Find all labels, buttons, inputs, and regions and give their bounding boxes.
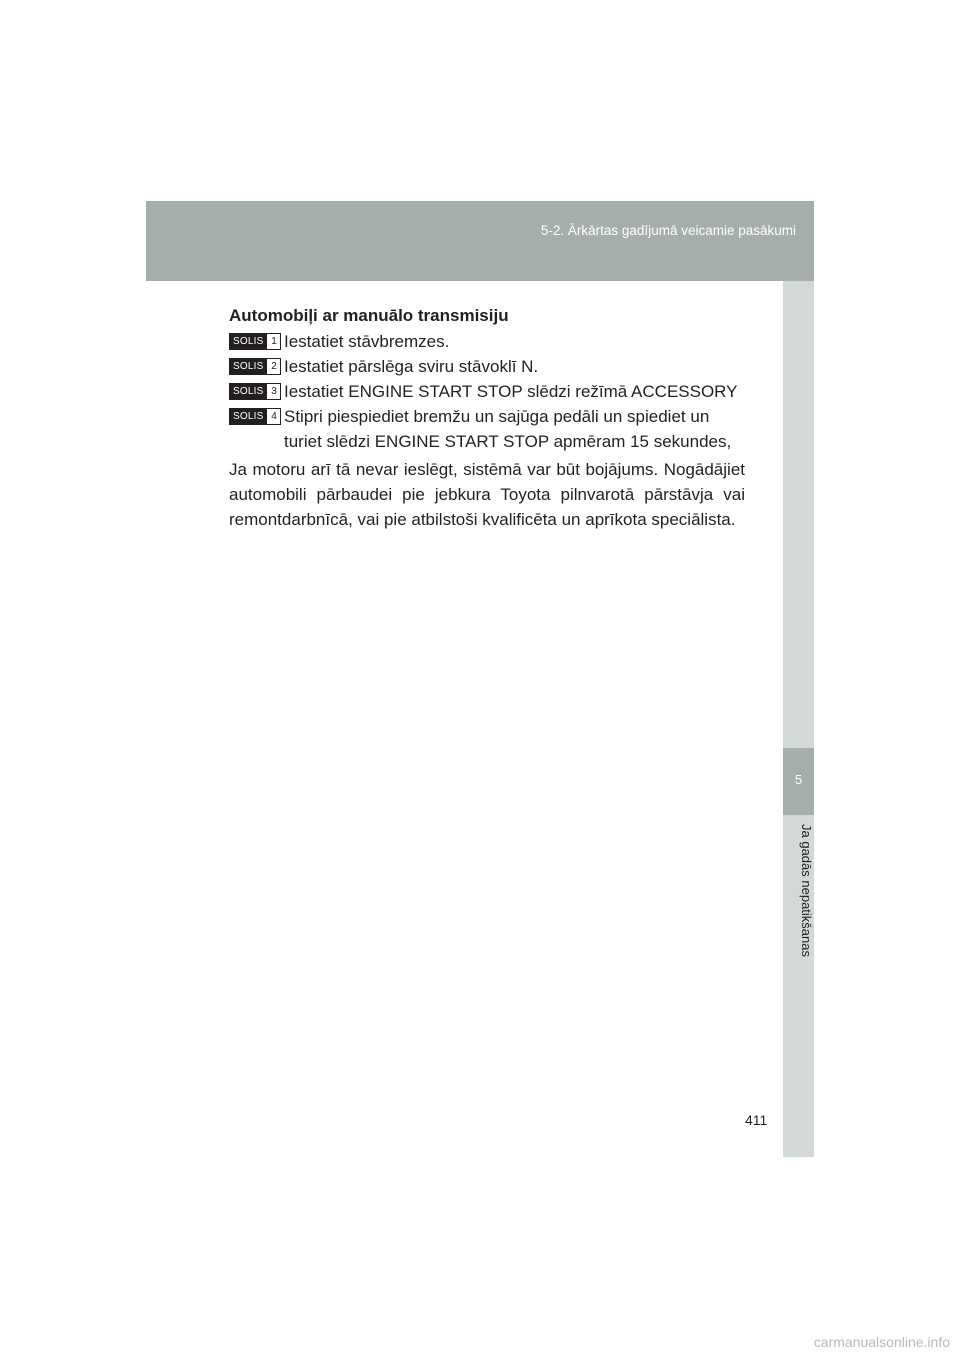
step-text: Stipri piespiediet bremžu un sajūga pedāli un spiediet un turiet slēdzi ENGINE START STOP apmēram 15 sekundes, (284, 407, 732, 451)
step-badge (229, 333, 281, 350)
chapter-number: 5 (794, 772, 803, 787)
body-paragraph: Ja motoru arī tā nevar ieslēgt, sistēmā var būt bojājums. Nogādājiet automobili pārbaudei pie jebkura Toyota pilnvarotā pārstāvja vai remontdarbnīcā, vai pie atbilstoši kvalificēta un aprīkota speciālista. (229, 460, 745, 529)
step-badge-number: 4 (266, 409, 280, 424)
step-badge (229, 408, 281, 425)
step-3 (229, 379, 745, 404)
page-number: 411 (745, 1112, 768, 1128)
step-badge-label: SOLIS (230, 384, 266, 399)
step-text: Iestatiet stāvbremzes. (284, 332, 450, 351)
page-header-band (146, 201, 814, 281)
step-badge-label: SOLIS (230, 359, 266, 374)
step-4 (229, 404, 745, 454)
step-1 (229, 329, 745, 354)
step-badge (229, 383, 281, 400)
step-2 (229, 354, 745, 379)
step-badge-number: 1 (266, 334, 280, 349)
step-badge-label: SOLIS (230, 334, 266, 349)
watermark-text: carmanualsonline.info (813, 1334, 950, 1350)
chapter-label: Ja gadās nepatikšanas (799, 824, 814, 957)
step-badge-label: SOLIS (230, 409, 266, 424)
section-title: 5-2. Ārkārtas gadījumā veicamie pasākumi (540, 223, 796, 238)
step-text: Iestatiet ENGINE START STOP slēdzi režīmā ACCESSORY (284, 382, 738, 401)
main-content (229, 303, 745, 532)
section-heading: Automobiļi ar manuālo transmisiju (229, 306, 509, 325)
step-badge (229, 358, 281, 375)
step-text: Iestatiet pārslēga sviru stāvoklī N. (284, 357, 539, 376)
chapter-tab (783, 748, 814, 815)
step-badge-number: 3 (266, 384, 280, 399)
step-badge-number: 2 (266, 359, 280, 374)
side-tab-strip (783, 281, 814, 1157)
